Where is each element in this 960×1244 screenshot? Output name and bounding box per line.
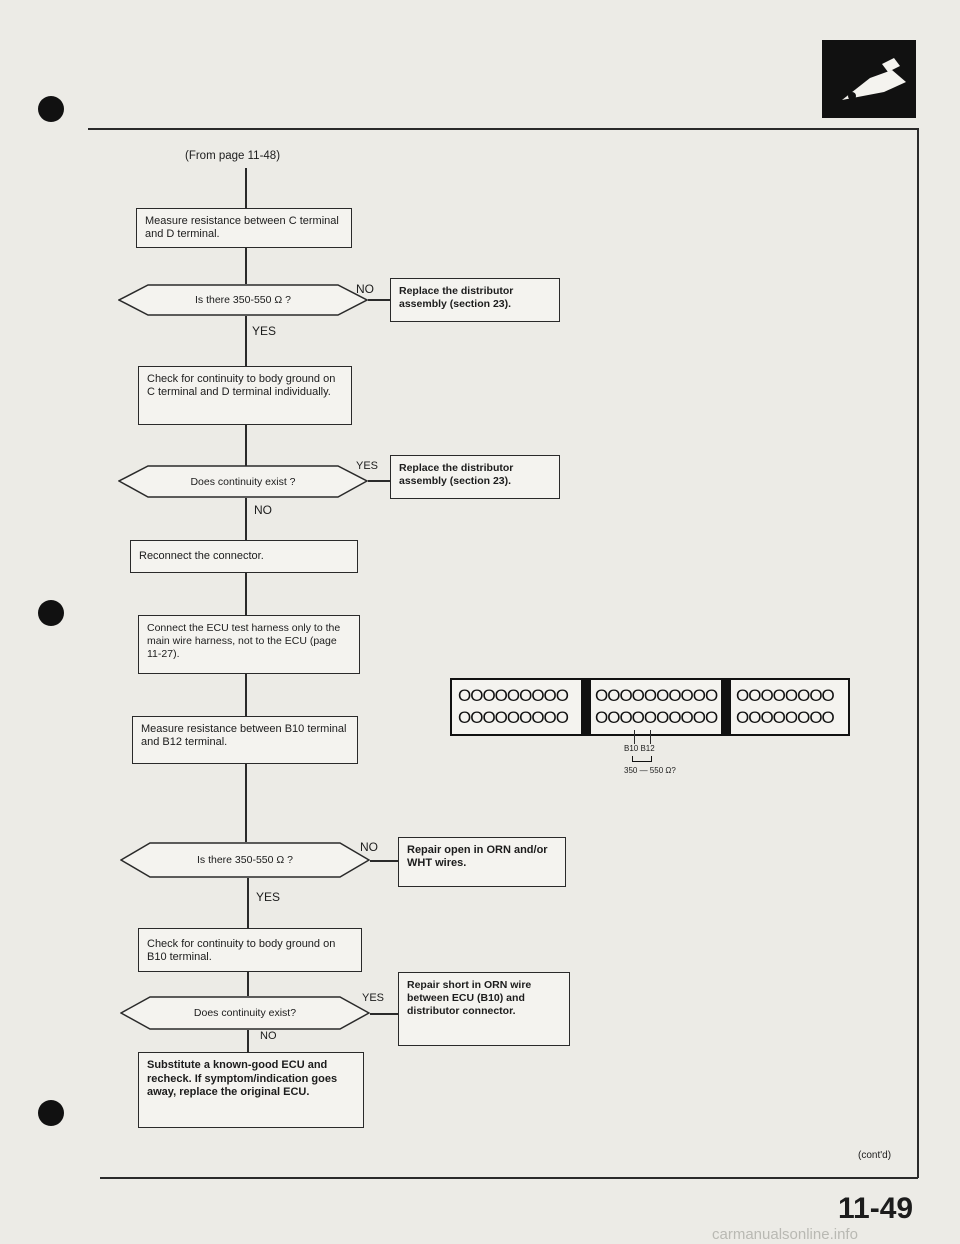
bottom-rule [100, 1177, 918, 1179]
answer-no-2: NO [254, 503, 272, 517]
answer-yes-3: YES [256, 890, 281, 904]
step-measure-c-d: Measure resistance between C terminal and D terminal. [136, 208, 352, 248]
step-substitute-ecu: Substitute a known-good ECU and recheck. If symptom/indication goes away, replace the original ECU. [138, 1052, 364, 1128]
decision-continuity-2: Does continuity exist? [120, 996, 370, 1030]
connector-pins-right-bottom: OOOOOOOO [736, 708, 834, 727]
decision-resistance-2: Is there 350-550 Ω ? [120, 842, 370, 878]
right-rule [917, 128, 919, 1178]
continued-note: (cont'd) [858, 1150, 892, 1161]
page-number: 11-49 [838, 1192, 914, 1225]
ecu-connector-diagram [450, 678, 850, 736]
decision-resistance-1: Is there 350-550 Ω ? [118, 284, 368, 316]
answer-no-1: NO [356, 282, 374, 296]
connector-pins-left-bottom: OOOOOOOOO [458, 708, 569, 727]
connector-pins-mid-bottom: OOOOOOOOOO [595, 708, 718, 727]
step-measure-b10-b12: Measure resistance between B10 terminal and B12 terminal. [132, 716, 358, 764]
connector-pins-left-top: OOOOOOOOO [458, 686, 569, 705]
answer-yes-2: YES [356, 460, 379, 472]
step-check-continuity-b10: Check for continuity to body ground on B10 terminal. [138, 928, 362, 972]
watermark: carmanualsonline.info [712, 1226, 858, 1243]
top-rule [88, 128, 918, 130]
step-repair-open: Repair open in ORN and/or WHT wires. [398, 837, 566, 887]
answer-no-4: NO [260, 1030, 277, 1042]
step-connect-ecu-harness: Connect the ECU test harness only to the main wire harness, not to the ECU (page 11-27). [138, 615, 360, 674]
from-page-note: (From page 11-48) [185, 150, 281, 162]
connector-pin-labels: B10 B12 [624, 744, 655, 753]
binder-hole-top [38, 96, 64, 122]
step-reconnect: Reconnect the connector. [130, 540, 358, 573]
ignition-system-icon [822, 40, 916, 118]
step-replace-distributor-2: Replace the distributor assembly (section 23). [390, 455, 560, 499]
step-check-continuity-c-d: Check for continuity to body ground on C terminal and D terminal individually. [138, 366, 352, 425]
step-replace-distributor-1: Replace the distributor assembly (section 23). [390, 278, 560, 322]
binder-hole-middle [38, 600, 64, 626]
answer-no-3: NO [360, 840, 378, 854]
decision-continuity-1: Does continuity exist ? [118, 465, 368, 498]
connector-spec: 350 — 550 Ω? [624, 766, 676, 775]
answer-yes-4: YES [362, 992, 385, 1004]
binder-hole-bottom [38, 1100, 64, 1126]
connector-pins-right-top: OOOOOOOO [736, 686, 834, 705]
connector-pins-mid-top: OOOOOOOOOO [595, 686, 718, 705]
answer-yes-1: YES [252, 324, 277, 338]
step-repair-short: Repair short in ORN wire between ECU (B10) and distributor connector. [398, 972, 570, 1046]
